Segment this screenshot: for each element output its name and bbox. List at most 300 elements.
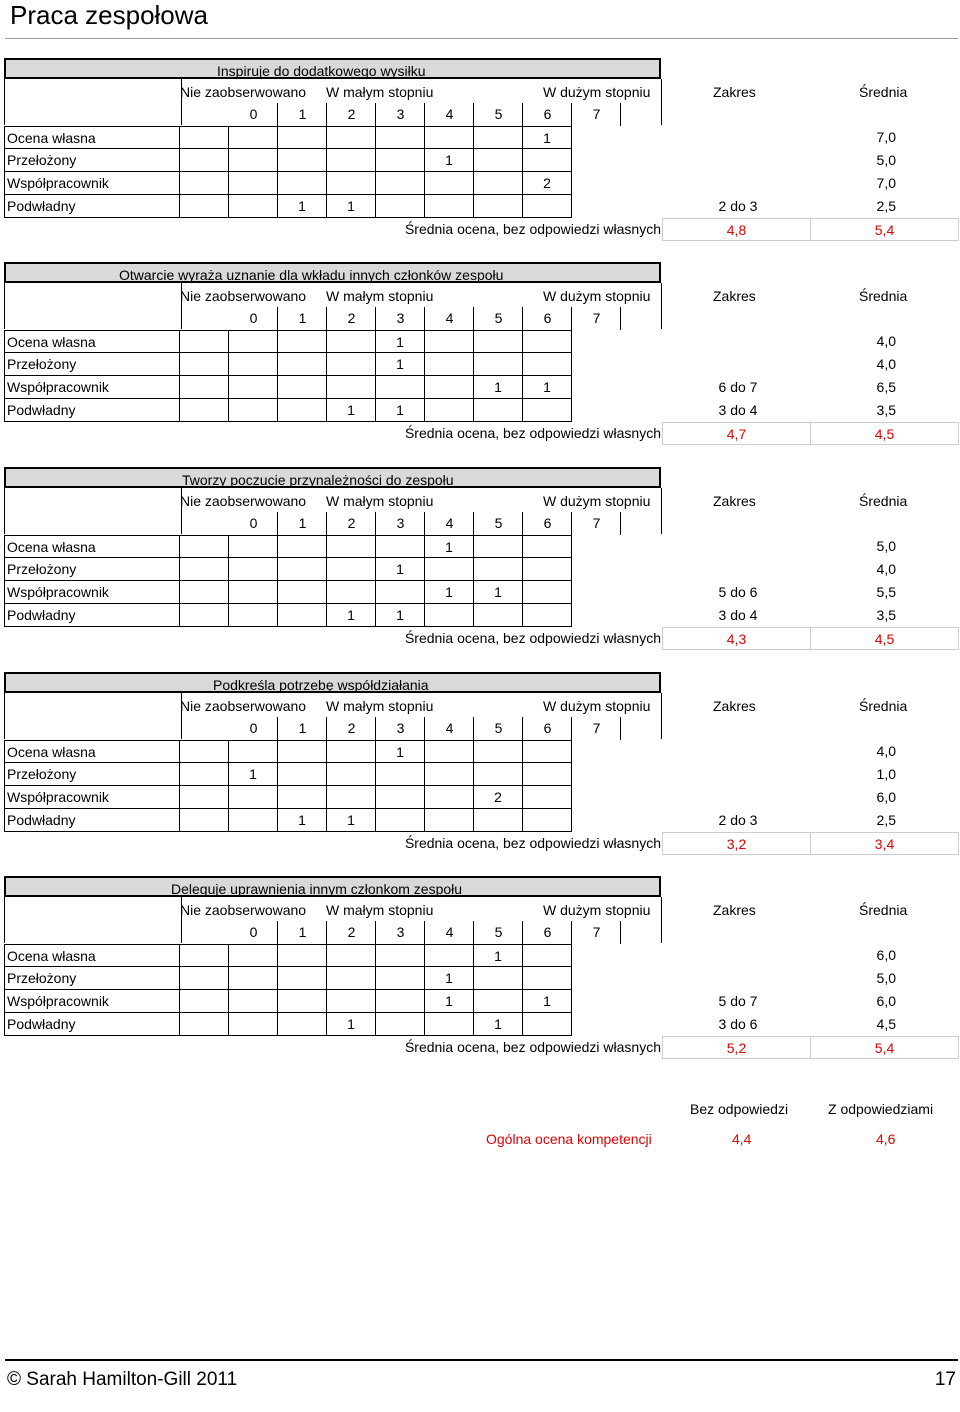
rater-label: Podwładny xyxy=(4,809,180,832)
rating-cell xyxy=(180,172,229,195)
row-zakres: 5 do 6 xyxy=(718,584,758,600)
rating-cell xyxy=(229,172,278,195)
competency-block xyxy=(4,58,959,248)
rater-label: Przełożony xyxy=(4,149,180,172)
scale-number: 2 xyxy=(347,924,356,940)
col-nie: Nie zaobserwowano xyxy=(180,288,307,304)
rating-cell xyxy=(474,740,523,763)
block-header xyxy=(4,467,661,488)
rating-cell xyxy=(376,1013,425,1036)
block-title: Podkreśla potrzebę współdziałania xyxy=(213,677,429,693)
rating-cell xyxy=(327,558,376,581)
scale-number: 7 xyxy=(592,720,601,736)
rating-cell xyxy=(278,740,327,763)
rating-cell xyxy=(376,809,425,832)
rating-cell xyxy=(523,535,572,558)
rating-cell xyxy=(523,149,572,172)
rating-cell xyxy=(180,944,229,967)
scale-number: 6 xyxy=(543,924,552,940)
avg-label: Średnia ocena, bez odpowiedzi własnych xyxy=(404,835,661,851)
col-zakres: Zakres xyxy=(713,902,756,918)
rating-cell xyxy=(278,558,327,581)
rating-cell xyxy=(523,1013,572,1036)
rating-cell xyxy=(425,195,474,218)
rating-cell xyxy=(425,376,474,399)
rating-cell xyxy=(278,990,327,1013)
row-srednia: 2,5 xyxy=(876,198,896,214)
rating-cell xyxy=(327,330,376,353)
rater-label: Ocena własna xyxy=(4,740,180,763)
rater-label: Współpracownik xyxy=(4,581,180,604)
rating-cell xyxy=(376,990,425,1013)
rater-label: Współpracownik xyxy=(4,786,180,809)
rating-cell xyxy=(474,399,523,422)
scale-number: 7 xyxy=(592,310,601,326)
rating-cell: 1 xyxy=(376,740,425,763)
rating-cell: 1 xyxy=(229,763,278,786)
rating-cell xyxy=(474,149,523,172)
rating-cell xyxy=(229,990,278,1013)
row-srednia: 7,0 xyxy=(876,129,896,145)
row-srednia: 5,5 xyxy=(876,584,896,600)
rating-cell xyxy=(327,763,376,786)
rating-cell xyxy=(180,376,229,399)
block-header xyxy=(4,58,661,79)
row-srednia: 5,0 xyxy=(876,538,896,554)
rating-cell xyxy=(180,581,229,604)
rating-cell xyxy=(180,126,229,149)
page-title: Praca zespołowa xyxy=(10,0,208,30)
rater-label: Ocena własna xyxy=(4,330,180,353)
col-srednia: Średnia xyxy=(859,698,908,714)
col-nie: Nie zaobserwowano xyxy=(180,493,307,509)
rating-cell xyxy=(376,172,425,195)
rating-cell xyxy=(180,740,229,763)
col-malym: W małym stopniu xyxy=(326,84,434,100)
rating-cell xyxy=(229,149,278,172)
rating-cell xyxy=(523,740,572,763)
rating-cell: 1 xyxy=(425,990,474,1013)
rating-cell: 1 xyxy=(376,330,425,353)
rating-cell xyxy=(278,604,327,627)
rating-cell xyxy=(278,967,327,990)
scale-number: 5 xyxy=(494,924,503,940)
avg-zakres: 3,2 xyxy=(662,832,811,855)
scale-number: 0 xyxy=(249,515,258,531)
rating-cell xyxy=(278,581,327,604)
rating-cell xyxy=(278,376,327,399)
rating-cell xyxy=(474,126,523,149)
title-divider xyxy=(5,38,958,39)
header-right-edge xyxy=(661,693,662,739)
rating-cell: 1 xyxy=(474,1013,523,1036)
scale-number: 1 xyxy=(298,515,307,531)
rating-cell: 1 xyxy=(376,399,425,422)
scale-number: 2 xyxy=(347,106,356,122)
rating-cell xyxy=(180,990,229,1013)
rating-cell xyxy=(327,353,376,376)
rating-cell: 1 xyxy=(376,558,425,581)
rating-cell xyxy=(376,376,425,399)
row-zakres: 2 do 3 xyxy=(718,812,758,828)
rating-cell xyxy=(229,740,278,763)
rating-cell xyxy=(229,195,278,218)
scale-number: 4 xyxy=(445,720,454,736)
rating-cell xyxy=(229,376,278,399)
row-srednia: 7,0 xyxy=(876,175,896,191)
rating-cell xyxy=(180,535,229,558)
rating-cell xyxy=(474,330,523,353)
rating-cell xyxy=(229,1013,278,1036)
rating-cell xyxy=(425,1013,474,1036)
col-zakres: Zakres xyxy=(713,288,756,304)
rater-label: Podwładny xyxy=(4,604,180,627)
row-srednia: 6,0 xyxy=(876,947,896,963)
rating-cell xyxy=(474,604,523,627)
row-srednia: 2,5 xyxy=(876,812,896,828)
rating-cell xyxy=(229,944,278,967)
scale-number: 2 xyxy=(347,515,356,531)
rating-cell xyxy=(278,172,327,195)
rating-cell: 1 xyxy=(425,581,474,604)
col-nie: Nie zaobserwowano xyxy=(180,698,307,714)
summary-val1: 4,4 xyxy=(732,1131,752,1147)
rating-cell xyxy=(180,353,229,376)
row-srednia: 4,0 xyxy=(876,743,896,759)
scale-number: 6 xyxy=(543,720,552,736)
rating-cell xyxy=(425,944,474,967)
col-zakres: Zakres xyxy=(713,84,756,100)
rating-cell: 1 xyxy=(327,399,376,422)
row-srednia: 4,0 xyxy=(876,561,896,577)
scale-separator xyxy=(620,307,621,330)
row-srednia: 4,0 xyxy=(876,356,896,372)
rating-cell xyxy=(278,944,327,967)
scale-number: 7 xyxy=(592,924,601,940)
rating-cell xyxy=(180,967,229,990)
rating-cell xyxy=(474,967,523,990)
rating-cell: 1 xyxy=(376,604,425,627)
rater-label: Podwładny xyxy=(4,195,180,218)
col-duzym: W dużym stopniu xyxy=(543,902,651,918)
copyright: © Sarah Hamilton-Gill 2011 xyxy=(7,1369,238,1390)
scale-separator xyxy=(620,103,621,126)
block-header xyxy=(4,672,661,693)
rating-cell: 1 xyxy=(327,809,376,832)
col-duzym: W dużym stopniu xyxy=(543,84,651,100)
rater-label: Ocena własna xyxy=(4,944,180,967)
scale-number: 0 xyxy=(249,924,258,940)
rater-label: Przełożony xyxy=(4,353,180,376)
rating-cell xyxy=(229,581,278,604)
rating-cell xyxy=(523,581,572,604)
scale-number: 6 xyxy=(543,515,552,531)
avg-zakres: 5,2 xyxy=(662,1036,811,1059)
rating-cell xyxy=(278,535,327,558)
rating-cell: 1 xyxy=(425,149,474,172)
rating-cell: 1 xyxy=(474,581,523,604)
avg-srednia: 5,4 xyxy=(810,218,959,241)
scale-separator xyxy=(620,921,621,944)
rating-cell xyxy=(229,558,278,581)
footer-divider xyxy=(5,1359,958,1361)
row-srednia: 4,0 xyxy=(876,333,896,349)
rating-cell xyxy=(376,535,425,558)
scale-number: 0 xyxy=(249,720,258,736)
competency-block xyxy=(4,262,959,452)
row-zakres: 6 do 7 xyxy=(718,379,758,395)
scale-number: 5 xyxy=(494,106,503,122)
competency-block xyxy=(4,672,959,862)
scale-number: 0 xyxy=(249,310,258,326)
rater-label: Ocena własna xyxy=(4,535,180,558)
rating-cell xyxy=(229,399,278,422)
rating-cell xyxy=(523,967,572,990)
rating-cell: 1 xyxy=(523,126,572,149)
rating-cell xyxy=(229,126,278,149)
block-title: Tworzy poczucie przynależności do zespołu xyxy=(182,472,454,488)
rating-cell xyxy=(278,1013,327,1036)
scale-separator xyxy=(620,717,621,740)
rater-label: Podwładny xyxy=(4,399,180,422)
rating-cell xyxy=(474,195,523,218)
rating-cell xyxy=(278,149,327,172)
rater-label: Współpracownik xyxy=(4,172,180,195)
block-title: Otwarcie wyraża uznanie dla wkładu innych członków zespołu xyxy=(119,267,504,283)
rating-cell xyxy=(425,330,474,353)
avg-label: Średnia ocena, bez odpowiedzi własnych xyxy=(404,630,661,646)
row-srednia: 6,0 xyxy=(876,789,896,805)
rater-label: Ocena własna xyxy=(4,126,180,149)
rating-cell: 1 xyxy=(376,353,425,376)
header-left-box xyxy=(4,897,182,943)
block-header xyxy=(4,876,661,897)
rating-cell xyxy=(523,558,572,581)
rater-label: Przełożony xyxy=(4,558,180,581)
rating-cell xyxy=(376,126,425,149)
header-left-box xyxy=(4,283,182,329)
rating-cell xyxy=(474,990,523,1013)
page-number: 17 xyxy=(934,1369,956,1390)
rating-cell xyxy=(180,195,229,218)
rating-cell xyxy=(425,558,474,581)
rating-cell xyxy=(425,809,474,832)
rating-cell: 1 xyxy=(474,376,523,399)
rating-cell xyxy=(180,149,229,172)
avg-srednia: 4,5 xyxy=(810,627,959,650)
col-srednia: Średnia xyxy=(859,84,908,100)
header-right-edge xyxy=(661,897,662,943)
scale-number: 5 xyxy=(494,310,503,326)
avg-srednia: 4,5 xyxy=(810,422,959,445)
header-right-edge xyxy=(661,283,662,329)
summary-col2: Z odpowiedziami xyxy=(828,1101,934,1117)
scale-number: 1 xyxy=(298,106,307,122)
scale-number: 4 xyxy=(445,924,454,940)
rating-cell xyxy=(229,330,278,353)
col-duzym: W dużym stopniu xyxy=(543,698,651,714)
scale-number: 3 xyxy=(396,515,405,531)
rating-cell xyxy=(474,558,523,581)
block-title: Deleguje uprawnienia innym członkom zespołu xyxy=(171,881,463,897)
rating-cell xyxy=(327,126,376,149)
rating-cell xyxy=(327,149,376,172)
header-left-box xyxy=(4,79,182,125)
rating-cell xyxy=(523,399,572,422)
rating-cell xyxy=(376,581,425,604)
rating-cell xyxy=(327,944,376,967)
rating-cell: 1 xyxy=(327,604,376,627)
rating-cell xyxy=(229,604,278,627)
rating-cell xyxy=(523,763,572,786)
scale-number: 7 xyxy=(592,515,601,531)
rating-cell xyxy=(327,581,376,604)
row-srednia: 6,5 xyxy=(876,379,896,395)
avg-srednia: 3,4 xyxy=(810,832,959,855)
rating-cell xyxy=(425,399,474,422)
rater-label: Współpracownik xyxy=(4,376,180,399)
header-left-box xyxy=(4,488,182,534)
col-srednia: Średnia xyxy=(859,493,908,509)
rating-cell xyxy=(180,330,229,353)
rating-cell xyxy=(180,786,229,809)
row-srednia: 4,5 xyxy=(876,1016,896,1032)
avg-label: Średnia ocena, bez odpowiedzi własnych xyxy=(404,1039,661,1055)
scale-number: 3 xyxy=(396,106,405,122)
rating-cell xyxy=(180,558,229,581)
col-malym: W małym stopniu xyxy=(326,698,434,714)
rating-cell xyxy=(278,763,327,786)
scale-number: 3 xyxy=(396,720,405,736)
rating-cell xyxy=(180,809,229,832)
rating-cell xyxy=(474,763,523,786)
rating-cell xyxy=(523,330,572,353)
col-zakres: Zakres xyxy=(713,493,756,509)
scale-number: 1 xyxy=(298,720,307,736)
rating-cell xyxy=(229,535,278,558)
rating-cell: 1 xyxy=(425,967,474,990)
rating-cell xyxy=(523,786,572,809)
rating-cell xyxy=(376,195,425,218)
row-zakres: 3 do 4 xyxy=(718,402,758,418)
rating-cell xyxy=(327,967,376,990)
rating-cell: 1 xyxy=(474,944,523,967)
rating-cell xyxy=(278,126,327,149)
rating-cell xyxy=(523,195,572,218)
rating-cell xyxy=(523,809,572,832)
rating-cell xyxy=(327,740,376,763)
header-left-box xyxy=(4,693,182,739)
rating-cell xyxy=(425,604,474,627)
scale-number: 5 xyxy=(494,720,503,736)
rating-cell xyxy=(425,353,474,376)
avg-zakres: 4,7 xyxy=(662,422,811,445)
scale-number: 6 xyxy=(543,106,552,122)
avg-label: Średnia ocena, bez odpowiedzi własnych xyxy=(404,221,661,237)
scale-number: 0 xyxy=(249,106,258,122)
rating-cell: 1 xyxy=(425,535,474,558)
row-srednia: 1,0 xyxy=(876,766,896,782)
scale-number: 3 xyxy=(396,310,405,326)
row-srednia: 3,5 xyxy=(876,607,896,623)
rating-cell xyxy=(376,944,425,967)
rating-cell xyxy=(278,330,327,353)
row-srednia: 3,5 xyxy=(876,402,896,418)
rating-cell xyxy=(376,149,425,172)
header-right-edge xyxy=(661,488,662,534)
competency-block xyxy=(4,876,959,1066)
row-zakres: 3 do 6 xyxy=(718,1016,758,1032)
rater-label: Współpracownik xyxy=(4,990,180,1013)
col-malym: W małym stopniu xyxy=(326,493,434,509)
block-title: Inspiruje do dodatkowego wysiłku xyxy=(217,63,426,79)
rating-cell xyxy=(425,172,474,195)
summary-label: Ogólna ocena kompetencji xyxy=(486,1131,652,1147)
rating-cell: 2 xyxy=(474,786,523,809)
rating-cell xyxy=(327,535,376,558)
rating-cell xyxy=(327,172,376,195)
scale-number: 4 xyxy=(445,310,454,326)
rating-cell: 1 xyxy=(523,376,572,399)
rating-cell xyxy=(523,944,572,967)
rating-cell xyxy=(229,786,278,809)
rating-cell xyxy=(474,353,523,376)
scale-number: 2 xyxy=(347,310,356,326)
rating-cell: 1 xyxy=(327,195,376,218)
rating-cell xyxy=(278,399,327,422)
rating-cell xyxy=(327,786,376,809)
avg-srednia: 5,4 xyxy=(810,1036,959,1059)
col-srednia: Średnia xyxy=(859,902,908,918)
block-header xyxy=(4,262,661,283)
col-nie: Nie zaobserwowano xyxy=(180,84,307,100)
scale-number: 1 xyxy=(298,310,307,326)
avg-label: Średnia ocena, bez odpowiedzi własnych xyxy=(404,425,661,441)
rating-cell xyxy=(327,990,376,1013)
scale-number: 4 xyxy=(445,106,454,122)
rating-cell xyxy=(376,967,425,990)
rating-cell xyxy=(474,535,523,558)
rating-cell xyxy=(229,809,278,832)
rating-cell xyxy=(229,353,278,376)
rating-cell xyxy=(376,786,425,809)
rating-cell xyxy=(278,353,327,376)
rating-cell: 1 xyxy=(523,990,572,1013)
row-zakres: 3 do 4 xyxy=(718,607,758,623)
rating-cell xyxy=(180,1013,229,1036)
col-duzym: W dużym stopniu xyxy=(543,288,651,304)
scale-number: 4 xyxy=(445,515,454,531)
rating-cell xyxy=(523,353,572,376)
col-malym: W małym stopniu xyxy=(326,288,434,304)
rating-cell xyxy=(474,172,523,195)
row-srednia: 6,0 xyxy=(876,993,896,1009)
header-right-edge xyxy=(661,79,662,125)
col-nie: Nie zaobserwowano xyxy=(180,902,307,918)
scale-number: 5 xyxy=(494,515,503,531)
rating-cell xyxy=(180,604,229,627)
rating-cell: 2 xyxy=(523,172,572,195)
summary-col1: Bez odpowiedzi xyxy=(690,1101,789,1117)
rater-label: Podwładny xyxy=(4,1013,180,1036)
rating-cell: 1 xyxy=(327,1013,376,1036)
rating-cell xyxy=(425,786,474,809)
row-zakres: 2 do 3 xyxy=(718,198,758,214)
row-srednia: 5,0 xyxy=(876,152,896,168)
summary-val2: 4,6 xyxy=(876,1131,896,1147)
rating-cell xyxy=(474,809,523,832)
avg-zakres: 4,8 xyxy=(662,218,811,241)
